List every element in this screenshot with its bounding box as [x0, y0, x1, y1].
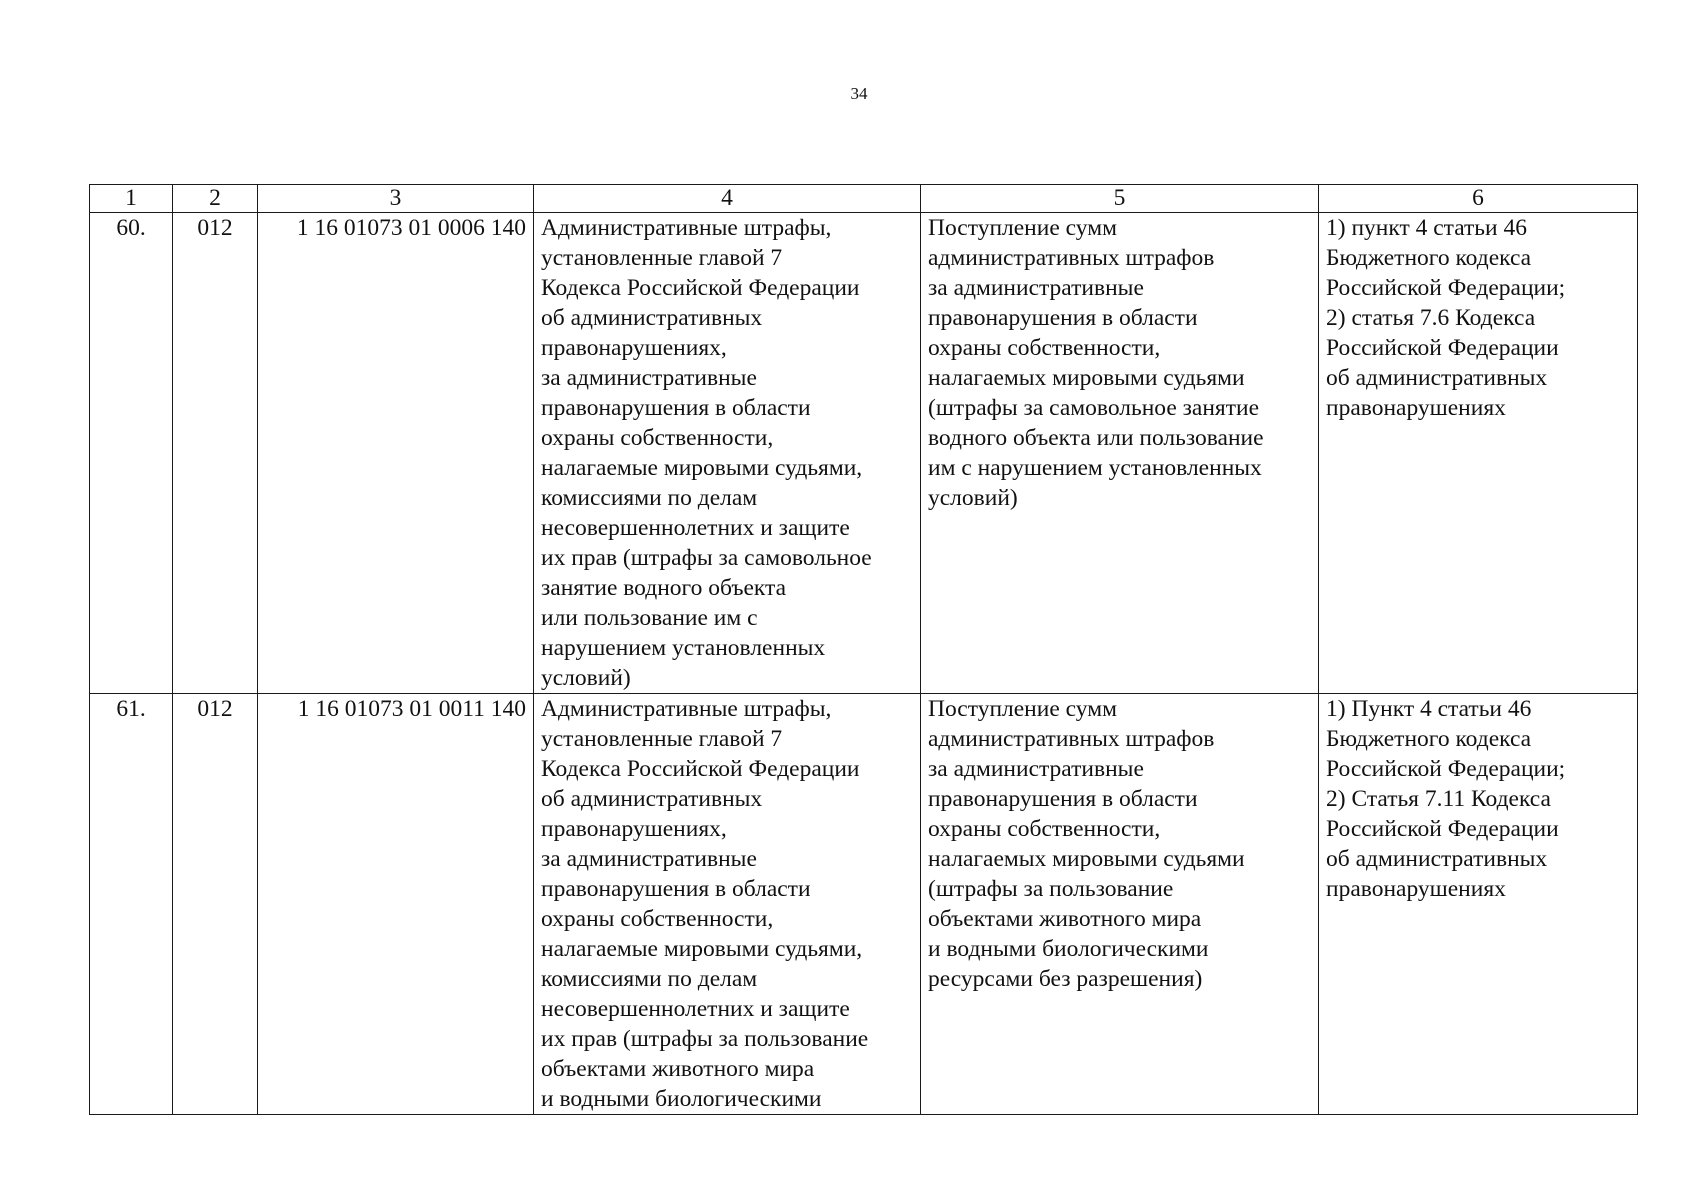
budget-classification-code: 1 16 01073 01 0011 140 [258, 694, 534, 1115]
text-line: правонарушениях [1326, 876, 1506, 902]
text-line: об административных [1326, 846, 1548, 872]
text-line: за административные [928, 275, 1144, 301]
text-line: охраны собственности, [541, 425, 774, 451]
text-line: Российской Федерации [1326, 816, 1559, 842]
text-line: нарушением установленных [541, 635, 826, 661]
row-number: 60. [90, 213, 173, 694]
income-type-description [534, 213, 921, 694]
header-cell-5: 5 [921, 185, 1319, 213]
administrator-code: 012 [173, 694, 258, 1115]
income-subtype-description [921, 694, 1319, 1115]
text-line: налагаемых мировыми судьями [928, 365, 1245, 391]
text-line: 1) Пункт 4 статьи 46 [1326, 696, 1532, 722]
text-line: водного объекта или пользование [928, 425, 1264, 451]
table-row [90, 694, 1638, 1115]
text-line: за административные [541, 365, 757, 391]
text-line: налагаемых мировыми судьями [928, 846, 1245, 872]
table-row [90, 213, 1638, 694]
header-cell-6: 6 [1319, 185, 1638, 213]
page-number: 34 [850, 84, 868, 103]
row-number: 61. [90, 694, 173, 1115]
text-line: правонарушения в области [928, 786, 1198, 812]
text-line: Поступление сумм [928, 215, 1117, 241]
text-line: 2) статья 7.6 Кодекса [1326, 305, 1536, 331]
text-line: Кодекса Российской Федерации [541, 756, 860, 782]
text-line: (штрафы за самовольное занятие [928, 395, 1260, 421]
text-line: (штрафы за пользование [928, 876, 1174, 902]
text-line: установленные главой 7 [541, 245, 783, 271]
text-line: административных штрафов [928, 245, 1215, 271]
text-line: правонарушения в области [541, 395, 811, 421]
text-line: об административных [541, 305, 763, 331]
header-cell-3: 3 [258, 185, 534, 213]
text-line: налагаемые мировыми судьями, [541, 936, 863, 962]
text-line: за административные [928, 756, 1144, 782]
text-line: Кодекса Российской Федерации [541, 275, 860, 301]
text-line: об административных [541, 786, 763, 812]
text-line: правонарушения в области [541, 876, 811, 902]
text-line: Российской Федерации; [1326, 275, 1566, 301]
text-line: Административные штрафы, [541, 696, 832, 722]
text-line: об административных [1326, 365, 1548, 391]
text-line: за административные [541, 846, 757, 872]
budget-classification-table [89, 184, 1638, 1115]
text-line: условий) [928, 485, 1018, 511]
income-subtype-description [921, 213, 1319, 694]
text-line: охраны собственности, [541, 906, 774, 932]
text-line: ресурсами без разрешения) [928, 966, 1203, 992]
text-line: занятие водного объекта [541, 575, 787, 601]
text-line: им с нарушением установленных [928, 455, 1262, 481]
text-line: правонарушениях, [541, 816, 727, 842]
text-line: объектами животного мира [928, 906, 1202, 932]
text-line: Бюджетного кодекса [1326, 726, 1532, 752]
text-line: Российской Федерации; [1326, 756, 1566, 782]
text-line: правонарушения в области [928, 305, 1198, 331]
legal-basis [1319, 694, 1638, 1115]
text-line: административных штрафов [928, 726, 1215, 752]
text-line: Бюджетного кодекса [1326, 245, 1532, 271]
text-line: правонарушениях [1326, 395, 1506, 421]
text-line: или пользование им с [541, 605, 758, 631]
text-line: Поступление сумм [928, 696, 1117, 722]
text-line: и водными биологическими [541, 1086, 822, 1112]
text-line: объектами животного мира [541, 1056, 815, 1082]
income-type-description [534, 694, 921, 1115]
header-cell-4: 4 [534, 185, 921, 213]
text-line: комиссиями по делам [541, 485, 758, 511]
text-line: Административные штрафы, [541, 215, 832, 241]
text-line: их прав (штрафы за пользование [541, 1026, 869, 1052]
table-header-row [90, 185, 1638, 213]
text-line: Российской Федерации [1326, 335, 1559, 361]
text-line: комиссиями по делам [541, 966, 758, 992]
text-line: несовершеннолетних и защите [541, 996, 850, 1022]
text-line: правонарушениях, [541, 335, 727, 361]
text-line: охраны собственности, [928, 335, 1161, 361]
text-line: условий) [541, 665, 631, 691]
text-line: налагаемые мировыми судьями, [541, 455, 863, 481]
administrator-code: 012 [173, 213, 258, 694]
text-line: охраны собственности, [928, 816, 1161, 842]
text-line: установленные главой 7 [541, 726, 783, 752]
text-line: их прав (штрафы за самовольное [541, 545, 872, 571]
header-cell-2: 2 [173, 185, 258, 213]
legal-basis [1319, 213, 1638, 694]
header-cell-1: 1 [90, 185, 173, 213]
text-line: несовершеннолетних и защите [541, 515, 850, 541]
budget-classification-code: 1 16 01073 01 0006 140 [258, 213, 534, 694]
text-line: 1) пункт 4 статьи 46 [1326, 215, 1527, 241]
text-line: 2) Статья 7.11 Кодекса [1326, 786, 1551, 812]
text-line: и водными биологическими [928, 936, 1209, 962]
